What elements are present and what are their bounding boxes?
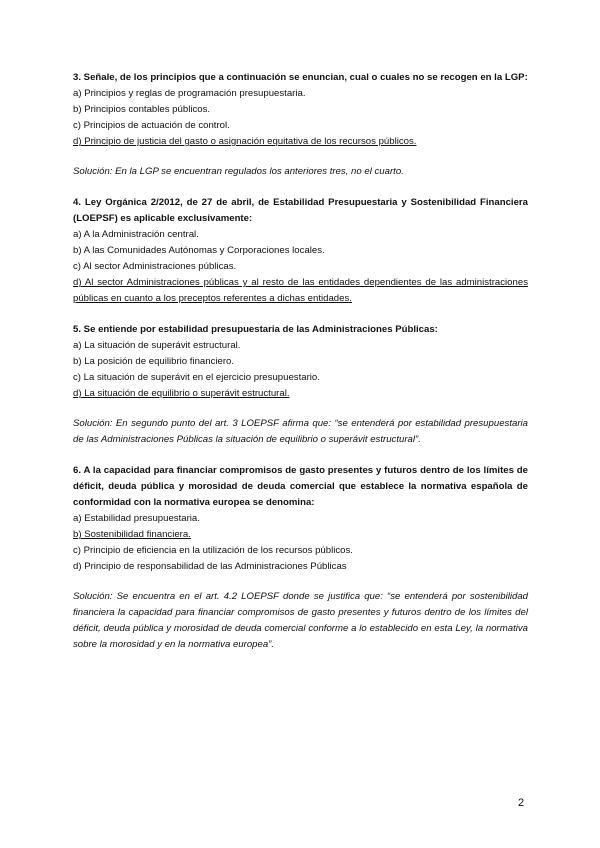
question-5-option-c: c) La situación de superávit en el ejercicio presupuestario.	[73, 372, 320, 383]
question-5-title: 5. Se entiende por estabilidad presupuestaria de las Administraciones Públicas:	[73, 324, 438, 335]
question-5-option-d-correct: d) La situación de equilibrio o superávit estructural.	[73, 388, 290, 399]
question-3-title: 3. Señale, de los principios que a continuación se enuncian, cual o cuales no se recogen en la LGP:	[73, 72, 528, 83]
question-6-solution: Solución: Se encuentra en el art. 4.2 LOEPSF donde se justifica que: “se entenderá por sostenibilidad financiera la capacidad para financiar compromisos de gasto presentes y futuros dentro de los límites del déficit, deuda pública y morosidad de deuda comercial conforme a lo establecido en esta Ley, la normativa sobre la morosidad y en la normativa europea”.	[73, 591, 528, 650]
question-4-option-c: c) Al sector Administraciones públicas.	[73, 261, 237, 272]
question-6-option-d: d) Principio de responsabilidad de las Administraciones Públicas	[73, 561, 347, 572]
document-page	[73, 70, 528, 653]
question-5-solution: Solución: En segundo punto del art. 3 LOEPSF afirma que: “se entenderá por estabilidad presupuestaria de las Administraciones Públicas la situación de equilibrio o superávit estructural”.	[73, 418, 528, 445]
question-3-solution: Solución: En la LGP se encuentran regulados los anteriores tres, no el cuarto.	[73, 166, 404, 177]
question-6-option-c: c) Principio de eficiencia en la utilización de los recursos públicos.	[73, 545, 353, 556]
question-3-option-d-correct: d) Principio de justicia del gasto o asignación equitativa de los recursos públicos.	[73, 136, 417, 147]
question-3-option-c: c) Principios de actuación de control.	[73, 120, 230, 131]
question-4-option-d-correct: d) Al sector Administraciones públicas y al resto de las entidades dependientes de las administraciones públicas en cuanto a los preceptos referentes a dichas entidades.	[73, 277, 528, 304]
question-6-option-a: a) Estabilidad presupuestaria.	[73, 513, 200, 524]
question-6-title: 6. A la capacidad para financiar compromisos de gasto presentes y futuros dentro de los límites de déficit, deuda pública y morosidad de deuda comercial que establece la normativa española de conformidad con la normativa europea se denomina:	[73, 465, 528, 508]
page-number: 2	[518, 797, 525, 809]
question-3-option-b: b) Principios contables públicos.	[73, 104, 211, 115]
question-4-option-b: b) A las Comunidades Autónomas y Corporaciones locales.	[73, 245, 325, 256]
question-5-option-b: b) La posición de equilibrio financiero.	[73, 356, 235, 367]
question-3-option-a: a) Principios y reglas de programación presupuestaria.	[73, 88, 306, 99]
question-6-option-b-correct: b) Sostenibilidad financiera.	[73, 529, 191, 540]
question-5-option-a: a) La situación de superávit estructural.	[73, 340, 241, 351]
question-4-title: 4. Ley Orgánica 2/2012, de 27 de abril, de Estabilidad Presupuestaria y Sostenibilidad Financiera (LOEPSF) es aplicable exclusivamente:	[73, 197, 528, 224]
question-4-option-a: a) A la Administración central.	[73, 229, 199, 240]
